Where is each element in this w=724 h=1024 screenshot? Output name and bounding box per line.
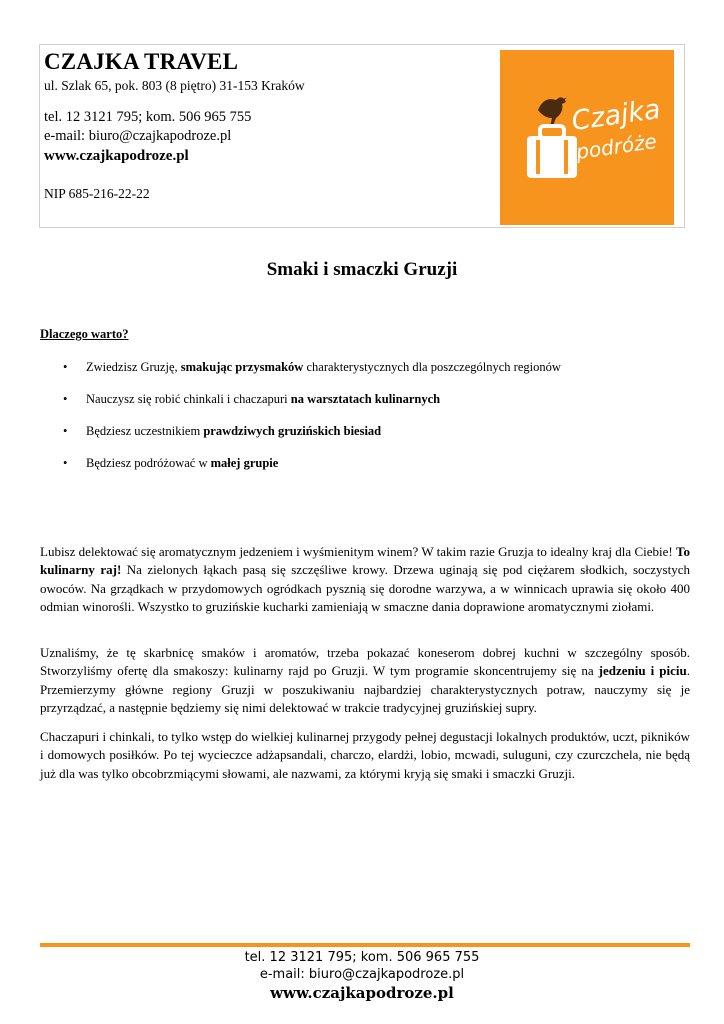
reasons-list: [40, 352, 690, 480]
company-nip: NIP 685-216-22-22: [44, 186, 150, 201]
bullet-icon: •: [63, 424, 68, 438]
page-title: Smaki i smaczki Gruzji: [266, 259, 458, 280]
company-email: e-mail: biuro@czajkapodroze.pl: [44, 128, 232, 144]
paragraph-intro: Lubisz delektować się aromatycznym jedzeniem i wyśmienitym winem? W takim razie Gruzja to idealny kraj dla Ciebie! To kulinarny raj! Na zielonych łąkach pasą się szczęśliwe krowy. Drzewa uginają się pod ciężarem słodkich, soczystych owoców. Na grządkach w przydomowych ogródkach pysznią się dorodne warzywa, a w winnicach uprawia się około 400 odmian winorośli. Wszystko to gruzińskie kucharki zamieniają w smaczne dania doprawione aromatycznymi ziołami.: [40, 544, 690, 615]
company-website-link[interactable]: www.czajkapodroze.pl: [44, 148, 189, 164]
letterhead: [39, 44, 685, 228]
paragraph-offer: Uznaliśmy, że tę skarbnicę smaków i aromatów, trzeba pokazać koneserom dobrej kuchni w szczególny sposób. Stworzyliśmy ofertę dla smakoszy: kulinarny rajd po Gruzji. W tym programie skoncentrujemy się na jedzeniu i piciu. Przemierzymy główne regiony Gruzji w poszukiwaniu najbardziej charakterystycznych potraw, nauczymy się je przyrządzać, a następnie będziemy się nimi delektować w trakcie tradycyjnej gruzińskiej supry.: [40, 645, 690, 716]
company-address: ul. Szlak 65, pok. 803 (8 piętro) 31-153 Kraków: [44, 78, 305, 93]
footer-phone: tel. 12 3121 795; kom. 506 965 755: [244, 950, 480, 965]
footer-email: e-mail: biuro@czajkapodroze.pl: [259, 967, 465, 982]
bullet-icon: •: [63, 360, 68, 374]
list-item: • Nauczysz się robić chinkali i chaczapuri na warsztatach kulinarnych: [40, 384, 690, 416]
bullet-icon: •: [63, 392, 68, 406]
list-item: • Będziesz podróżować w małej grupie: [40, 448, 690, 480]
list-item: • Będziesz uczestnikiem prawdziwych gruzińskich biesiad: [40, 416, 690, 448]
logo-text-line2: podróże: [574, 128, 659, 164]
logo-text-line1: Czajka: [569, 93, 663, 137]
list-item: • Zwiedzisz Gruzję, smakując przysmaków charakterystycznych dla poszczególnych regionów: [40, 352, 690, 384]
company-name: CZAJKA TRAVEL: [44, 49, 239, 74]
why-heading: Dlaczego warto?: [40, 327, 129, 341]
footer-website-link[interactable]: www.czajkapodroze.pl: [270, 984, 454, 1002]
footer-divider: [40, 943, 690, 947]
company-phone: tel. 12 3121 795; kom. 506 965 755: [44, 109, 252, 125]
company-logo: [500, 50, 674, 225]
paragraph-adventure: Chaczapuri i chinkali, to tylko wstęp do wielkiej kulinarnej przygody pełnej degustacji lokalnych produktów, uczt, pikników i domowych posiłków. Po tej wycieczce adżapsandali, charczo, elardżi, lobio, mcwadi, suluguni, czy czurczchela, nie będą już dla was tylko obcobrzmiącymi słowami, ale nazwami, za którymi kryją się smaki i smaczki Gruzji.: [40, 729, 690, 781]
bullet-icon: •: [63, 456, 68, 470]
